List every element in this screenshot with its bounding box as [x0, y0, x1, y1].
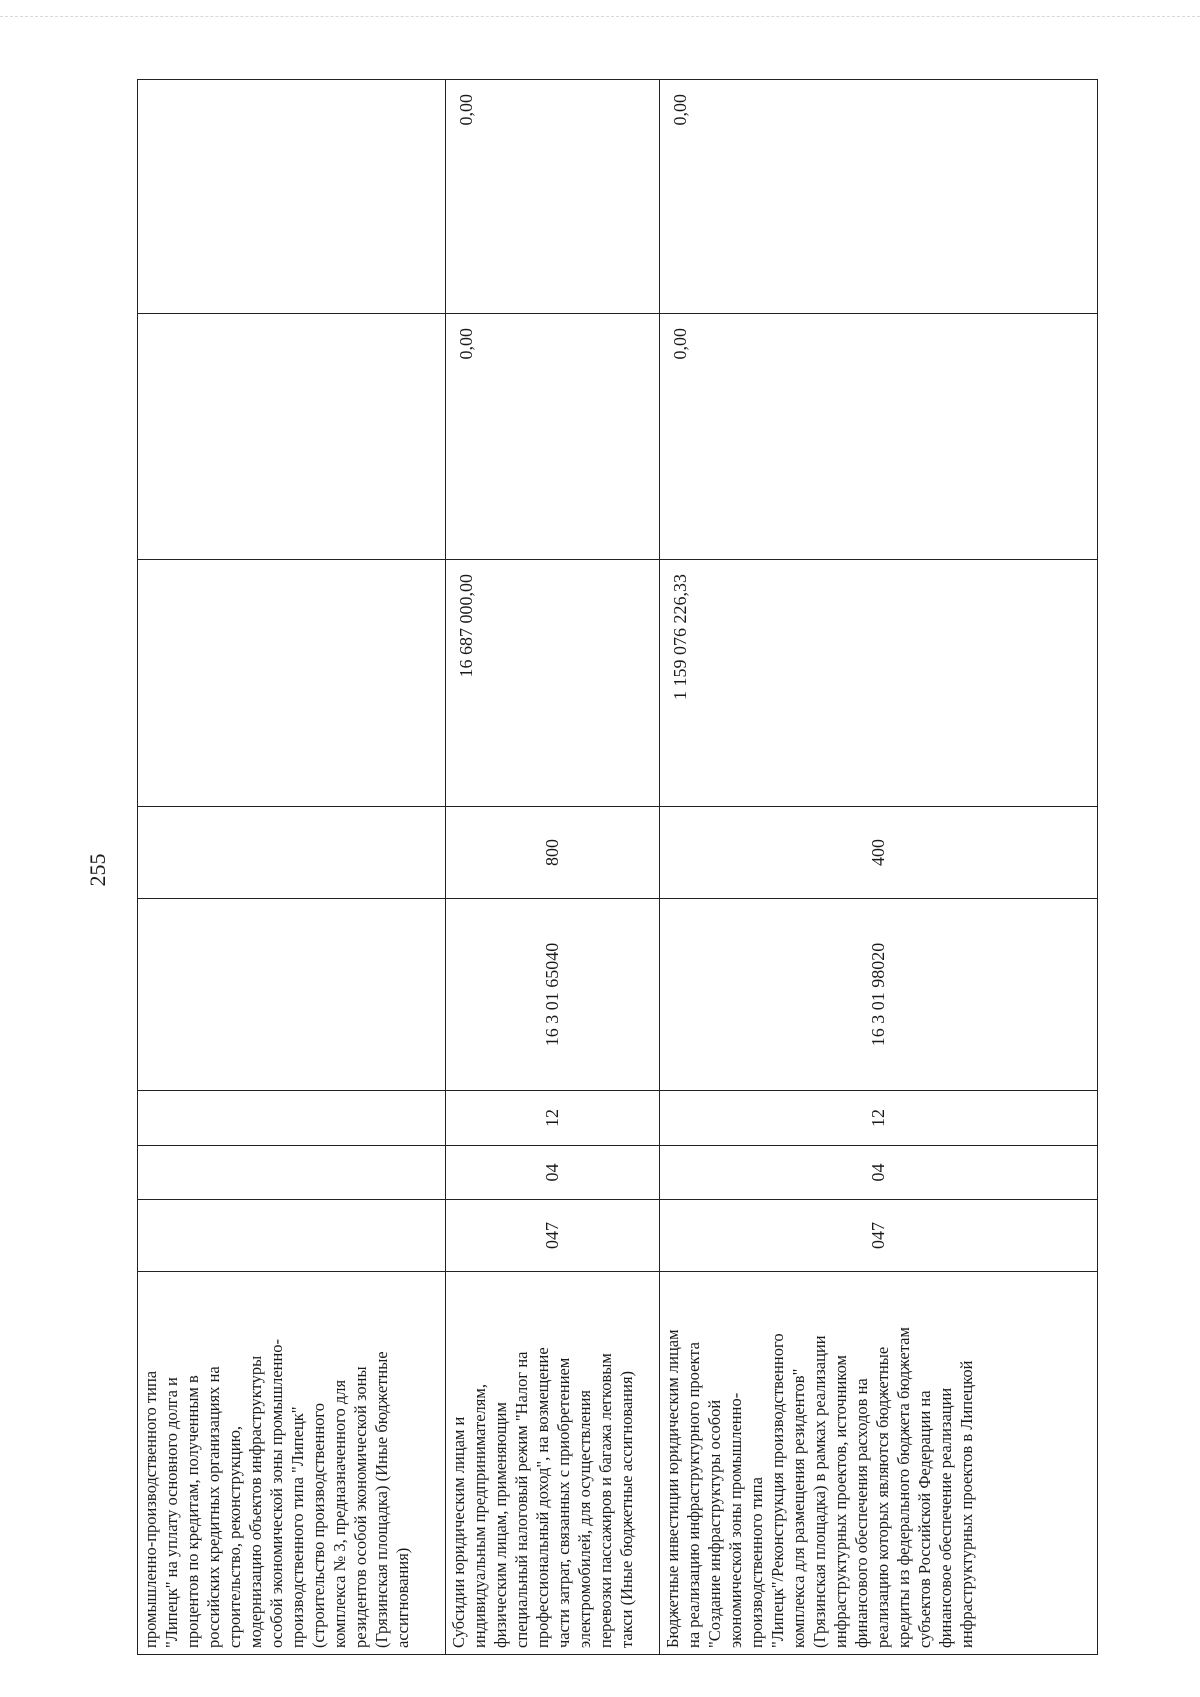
table-row [446, 80, 660, 1655]
rotated-table-wrapper [137, 80, 1097, 1655]
subsection-cell: 12 [446, 1091, 660, 1146]
expense-type-cell: 400 [660, 807, 1098, 899]
admin-code-cell: 047 [660, 1200, 1098, 1272]
section-cell [138, 1146, 446, 1200]
page-number: 255 [85, 853, 110, 887]
amount-year2-cell: 0,00 [660, 314, 1098, 560]
row-description: Субсидии юридическим лицам и индивидуальным предпринимателям, физическим лицам, применяющим специальный налоговый режим "Налог на профессиональный доход", на возмещение части затрат, связанных с приобретением электромобилей, для осуществления перевозки пассажиров и багажа легковым такси (Иные бюджетные ассигнования) [446, 1272, 660, 1655]
section-cell: 04 [446, 1146, 660, 1200]
amount-year3-cell: 0,00 [660, 80, 1098, 314]
subsection-cell [138, 1091, 446, 1146]
amount-year2-cell: 0,00 [446, 314, 660, 560]
expense-type-cell: 800 [446, 807, 660, 899]
target-article-cell: 16 3 01 65040 [446, 899, 660, 1091]
amount-year1-cell: 1 159 076 226,33 [660, 560, 1098, 807]
section-cell: 04 [660, 1146, 1098, 1200]
target-article-cell: 16 3 01 98020 [660, 899, 1098, 1091]
amount-year3-cell: 0,00 [446, 80, 660, 314]
budget-table [137, 79, 1098, 1655]
table-row [138, 80, 446, 1655]
row-description: промышленно-производственного типа "Липецк" на уплату основного долга и процентов по кредитам, полученным в российских кредитных организациях на строительство, реконструкцию, модернизацию объектов инфраструктуры особой экономической зоны промышленно- производственного типа "Липецк" (строительство производственного комплекса № 3, предназначенного для резидентов особой экономической зоны (Грязинская площадка) (Иные бюджетные ассигнования) [138, 1272, 446, 1655]
scan-edge-line [0, 16, 1200, 17]
admin-code-cell [138, 1200, 446, 1272]
amount-year2-cell [138, 314, 446, 560]
admin-code-cell: 047 [446, 1200, 660, 1272]
subsection-cell: 12 [660, 1091, 1098, 1146]
amount-year1-cell: 16 687 000,00 [446, 560, 660, 807]
row-description: Бюджетные инвестиции юридическим лицам на реализацию инфраструктурного проекта "Создание инфраструктуры особой экономической зоны промышленно- производственного типа "Липецк"/Реконструкция производственного комплекса для размещения резидентов" (Грязинская площадка) в рамках реализации инфраструктурных проектов, источником финансового обеспечения расходов на реализацию которых являются бюджетные кредиты из федерального бюджета бюджетам субъектов Российской Федерации на финансовое обеспечение реализации инфраструктурных проектов в Липецкой [660, 1272, 1098, 1655]
table-row [660, 80, 1098, 1655]
target-article-cell [138, 899, 446, 1091]
amount-year3-cell [138, 80, 446, 314]
expense-type-cell [138, 807, 446, 899]
amount-year1-cell [138, 560, 446, 807]
